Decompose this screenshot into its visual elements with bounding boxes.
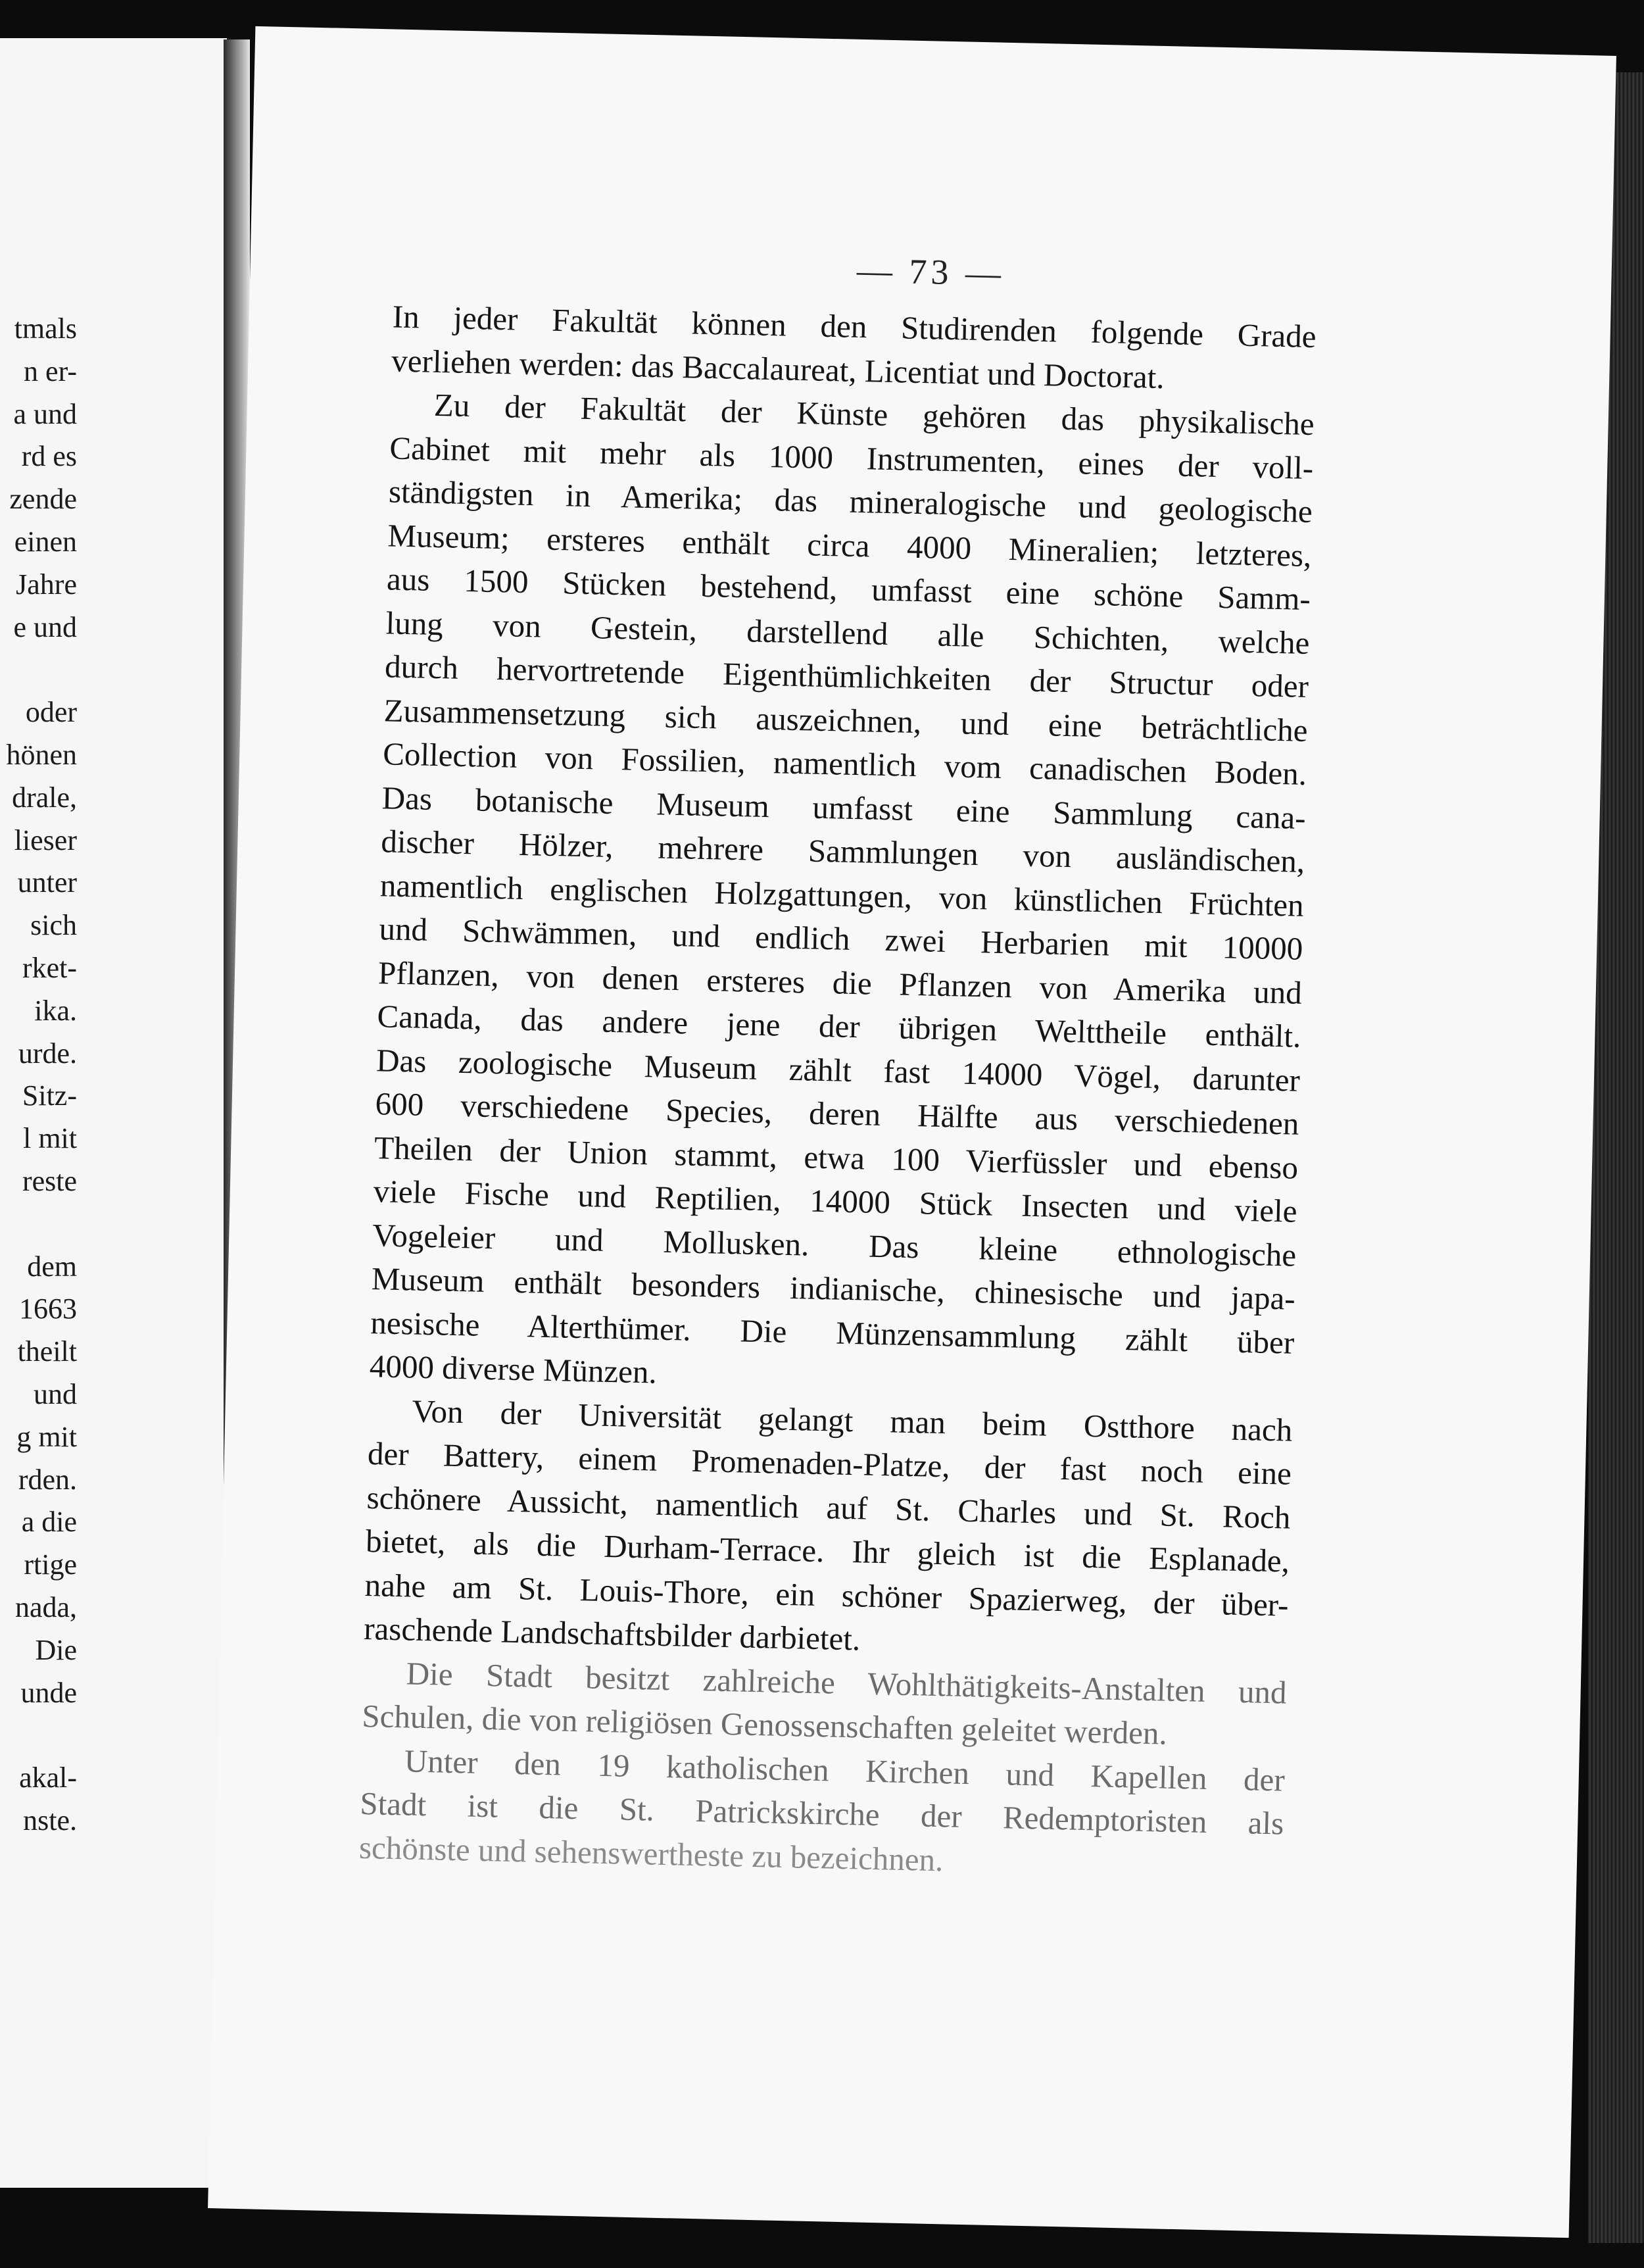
left-page-line-fragment: a und — [13, 397, 77, 430]
left-page-line-fragment: dem — [27, 1250, 77, 1283]
text-line: Zusammensetzung sich auszeichnen, und eine beträchtliche — [383, 691, 1309, 749]
text-line: Pflanzen, von denen ersteres die Pflanzen von Amerika und — [377, 954, 1303, 1011]
text-line: Schulen, die von religiösen Genossenschaften geleitet werden. — [361, 1697, 1168, 1752]
left-page-line-fragment: drale, — [12, 781, 77, 814]
text-line: Museum enthält besonders indianische, chinesische und japa- — [371, 1260, 1296, 1317]
left-page-line-fragment: Die — [35, 1633, 77, 1666]
left-page-line-fragment: und — [34, 1378, 77, 1410]
text-line: Zu der Fakultät der Künste gehören das physikalische — [433, 386, 1315, 443]
left-page-line-fragment: tmals — [14, 312, 77, 345]
left-page-line-fragment: 1663 — [19, 1293, 77, 1325]
text-line: Stadt ist die St. Patrickskirche der Redemptoristen als — [359, 1785, 1284, 1842]
text-line: Das zoologische Museum zählt fast 14000 Vögel, darunter — [375, 1041, 1301, 1098]
text-line: ständigsten in Amerika; das mineralogische und geologische — [388, 473, 1313, 530]
text-line: Das botanische Museum umfasst eine Sammlung cana- — [381, 779, 1307, 836]
left-page-line-fragment: ika. — [34, 994, 77, 1027]
left-page-line-fragment: sich — [30, 909, 77, 942]
text-line: discher Hölzer, mehrere Sammlungen von ausländischen, — [380, 823, 1305, 879]
text-line: Die Stadt besitzt zahlreiche Wohlthätigkeits-Anstalten und — [406, 1654, 1288, 1711]
left-page-line-fragment: akal- — [19, 1762, 77, 1794]
left-page-line-fragment: Jahre — [16, 568, 77, 601]
left-page-line-fragment: rden. — [18, 1463, 77, 1496]
text-line: schönste und sehenswertheste zu bezeichnen. — [358, 1829, 944, 1878]
page-number: — 73 — — [856, 250, 1005, 293]
left-page-line-fragment: unde — [20, 1676, 77, 1709]
text-line: und Schwämmen, und endlich zwei Herbarien mit 10000 — [378, 910, 1303, 967]
left-page-line-fragment: hönen — [6, 739, 77, 771]
text-line: viele Fische und Reptilien, 14000 Stück Insecten und viele — [373, 1173, 1298, 1229]
text-line: 600 verschiedene Species, deren Hälfte aus verschiedenen — [375, 1085, 1300, 1142]
text-line: lung von Gestein, darstellend alle Schichten, welche — [385, 604, 1310, 661]
text-line: raschende Landschaftsbilder darbietet. — [363, 1610, 861, 1658]
text-line: namentlich englischen Holzgattungen, von künstlichen Früchten — [379, 866, 1305, 924]
text-line: schönere Aussicht, namentlich auf St. Charles und St. Roch — [366, 1479, 1291, 1536]
text-line: Canada, das andere jene der übrigen Welttheile enthält. — [377, 998, 1301, 1054]
paragraph — [358, 1738, 1285, 1889]
text-line: Vogeleier und Mollusken. Das kleine ethnologische — [372, 1216, 1297, 1273]
text-line: 4000 diverse Münzen. — [369, 1348, 658, 1391]
left-page-line-fragment: n er- — [24, 355, 77, 387]
left-page-line-fragment: oder — [25, 696, 77, 729]
left-page-line-fragment: urde. — [18, 1037, 77, 1070]
text-line: der Battery, einem Promenaden-Platze, der fast noch eine — [367, 1435, 1292, 1492]
left-page-line-fragment: zende — [9, 483, 77, 516]
text-line: bietet, als die Durham-Terrace. Ihr gleich ist die Esplanade, — [365, 1523, 1290, 1579]
left-page-line-fragment: nste. — [23, 1804, 77, 1837]
text-line: In jeder Fakultät können den Studirenden folgende Grade — [392, 298, 1317, 355]
left-page-line-fragment: a die — [21, 1506, 77, 1539]
left-page-line-fragment: g mit — [16, 1420, 77, 1453]
text-line: aus 1500 Stücken bestehend, umfasst eine schöne Samm- — [386, 560, 1311, 618]
text-line: Von der Universität gelangt man beim Ostthore nach — [411, 1393, 1293, 1448]
text-line: Unter den 19 katholischen Kirchen und Kapellen der — [404, 1742, 1286, 1798]
page-body-text — [358, 295, 1317, 1889]
text-line: Museum; ersteres enthält circa 4000 Mineralien; letzteres, — [387, 516, 1312, 574]
paragraph — [364, 1389, 1293, 1671]
paragraph — [369, 382, 1315, 1408]
left-page-line-fragment: nada, — [14, 1591, 77, 1623]
text-line: durch hervortretende Eigenthümlichkeiten der Structur oder — [384, 648, 1309, 704]
book-page — [208, 26, 1616, 2238]
left-page-line-fragment: Sitz- — [22, 1079, 77, 1112]
text-line: verliehen werden: das Baccalaureat, Licentiat und Doctorat. — [391, 341, 1165, 395]
left-page-line-fragment: lieser — [14, 824, 77, 856]
left-page-line-fragment: einen — [14, 526, 77, 558]
left-page-line-fragment: e und — [13, 610, 77, 643]
left-page-line-fragment: theilt — [17, 1335, 77, 1368]
text-line: Theilen der Union stammt, etwa 100 Vierfüssler und ebenso — [374, 1129, 1299, 1186]
left-page-line-fragment: unter — [17, 866, 77, 899]
left-page-line-fragment: rket- — [22, 952, 77, 984]
left-page-line-fragment: l mit — [23, 1122, 77, 1155]
left-facing-page — [0, 38, 231, 2188]
left-page-line-fragment: reste — [22, 1165, 77, 1197]
text-line: Collection von Fossilien, namentlich vom canadischen Boden. — [382, 735, 1307, 792]
text-line: nahe am St. Louis-Thore, ein schöner Spazierweg, der über- — [364, 1566, 1290, 1623]
text-line: Cabinet mit mehr als 1000 Instrumenten, eines der voll- — [389, 429, 1314, 486]
left-page-line-fragment: rd es — [21, 440, 77, 473]
text-line: nesische Alterthümer. Die Münzensammlung zählt über — [370, 1304, 1295, 1361]
left-page-line-fragment: rtige — [24, 1548, 77, 1581]
